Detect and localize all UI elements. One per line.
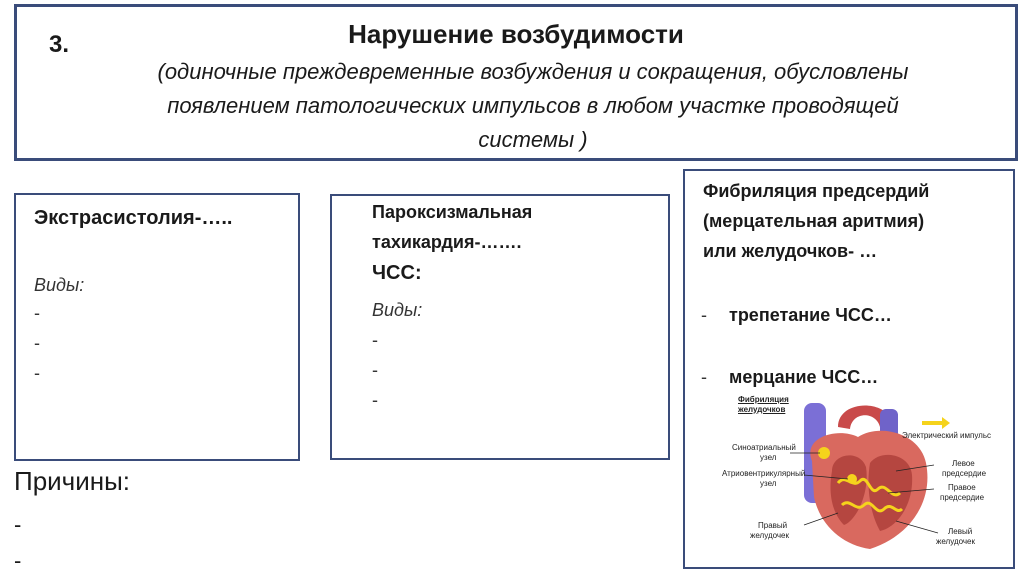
list-dash: - [701, 305, 707, 325]
impulse-label: Электрический импульс [902, 431, 992, 440]
tachycardia-title-line2: тахикардия-……. [372, 232, 522, 252]
types-label: Виды: [372, 300, 423, 320]
sa-label-line1: Синоатриальный [732, 443, 796, 452]
fibrillation-title-line1: Фибриляция предсердий [703, 181, 930, 201]
av-label-line1: Атриовентрикулярный [722, 469, 806, 478]
causes-heading [14, 466, 130, 497]
hr-label: ЧСС: [372, 262, 422, 284]
sa-label-line2: узел [760, 453, 777, 462]
list-dash: - [14, 548, 22, 573]
tachycardia-box [330, 194, 670, 460]
types-label: Виды: [34, 275, 85, 295]
la-label-line2: предсердие [942, 469, 987, 478]
heart-fibrillation-diagram [720, 393, 1000, 559]
la-label-line1: Левое [952, 459, 975, 468]
list-dash: - [34, 333, 40, 353]
lv-label-line2: желудочек [936, 537, 975, 546]
rv-label-line2: желудочек [750, 531, 789, 540]
list-dash: - [701, 367, 707, 387]
av-label-line2: узел [760, 479, 777, 488]
subtitle-line: появлением патологических импульсов в любом участке проводящей [167, 93, 899, 118]
causes-colon: : [122, 466, 131, 496]
subtitle-line: (одиночные преждевременные возбуждения и сокращения, обусловлены [157, 59, 909, 84]
list-dash: - [372, 390, 378, 410]
rv-label-line1: Правый [758, 521, 788, 530]
lv-label-line1: Левый [948, 527, 973, 536]
av-node [847, 474, 857, 484]
diagram-title-line2: желудочков [738, 405, 786, 414]
fibrillation-item: мерцание ЧСС… [729, 367, 879, 387]
list-dash: - [14, 512, 22, 537]
header-box [14, 4, 1018, 161]
page-title: Нарушение возбудимости [348, 19, 684, 49]
fibrillation-title-line3: или желудочков- … [703, 241, 878, 261]
fibrillation-title-line2: (мерцательная аритмия) [703, 211, 925, 231]
list-dash: - [372, 330, 378, 350]
impulse-arrow-head [942, 417, 950, 429]
ra-label-line2: предсердие [940, 493, 985, 502]
section-number: 3. [49, 31, 70, 58]
causes-label: Причины [14, 466, 123, 496]
list-dash: - [372, 360, 378, 380]
tachycardia-title-line1: Пароксизмальная [372, 202, 533, 222]
subtitle-line: системы ) [478, 127, 588, 152]
list-dash: - [34, 303, 40, 323]
flutter-item: трепетание ЧСС… [729, 305, 892, 325]
page-subtitle [67, 55, 999, 157]
extrasystole-box [14, 193, 300, 461]
extrasystole-title: Экстрасистолия-….. [34, 207, 233, 229]
list-dash: - [34, 363, 40, 383]
ra-label-line1: Правое [948, 483, 976, 492]
diagram-title-line1: Фибриляция [738, 395, 789, 404]
